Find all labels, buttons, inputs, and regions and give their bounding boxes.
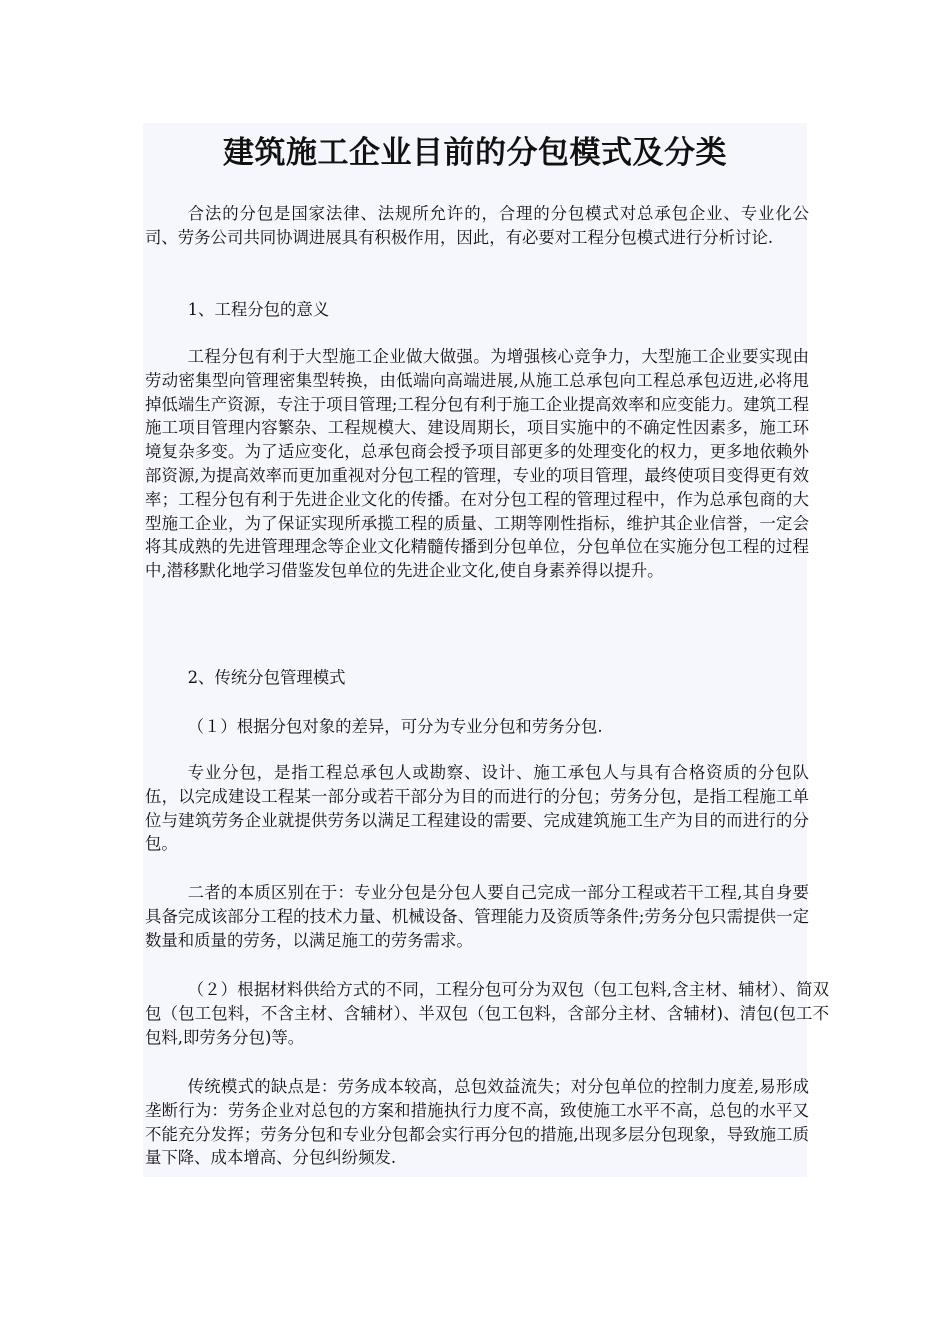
section-heading-2: 2、传统分包管理模式	[187, 668, 346, 687]
material-supply-paragraph: （２）根据材料供给方式的不同，工程分包可分为双包（包工包料,含主材、辅材）、简双包（包工包料，不含主材、含辅材）、半双包（包工包料，含部分主材、含辅材)、清包(包工不包料,即劳务分包)等。	[145, 980, 829, 1047]
difference-paragraph: 二者的本质区别在于：专业分包是分包人要自己完成一部分工程或若干工程,其自身要具备完成该部分工程的技术力量、机械设备、管理能力及资质等条件;劳务分包只需提供一定数量和质量的劳务，以满足施工的劳务需求。	[145, 883, 809, 950]
section-1-paragraph: 工程分包有利于大型施工企业做大做强。为增强核心竞争力，大型施工企业要实现由劳动密集型向管理密集型转换，由低端向高端进展,从施工总承包向工程总承包迈进,必将甩掉低端生产资源，专注于项目管理;工程分包有利于施工企业提高效率和应变能力。建筑工程施工项目管理内容繁杂、工程规模大、建设周期长，项目实施中的不确定性因素多，施工环境复杂多变。为了适应变化，总承包商会授予项目部更多的处理变化的权力，更多地依赖外部资源,为提高效率而更加重视对分包工程的管理，专业的项目管理，最终使项目变得更有效率；工程分包有利于先进企业文化的传播。在对分包工程的管理过程中，作为总承包商的大型施工企业，为了保证实现所承揽工程的质量、工期等刚性指标，维护其企业信誉，一定会将其成熟的先进管理理念等企业文化精髓传播到分包单位，分包单位在实施分包工程的过程中,潜移默化地学习借鉴发包单位的先进企业文化,使自身素养得以提升。	[145, 347, 809, 581]
drawbacks-paragraph: 传统模式的缺点是：劳务成本较高，总包效益流失；对分包单位的控制力度差,易形成垄断行为：劳务企业对总包的方案和措施执行力度不高，致使施工水平不高，总包的水平又不能充分发挥；劳务分包和专业分包都会实行再分包的措施,出现多层分包现象，导致施工质量下降、成本增高、分包纠纷频发.	[145, 1077, 809, 1168]
document-page	[143, 123, 829, 1177]
document-title: 建筑施工企业目前的分包模式及分类	[223, 135, 727, 171]
subsection-heading-1: （１）根据分包对象的差异，可分为专业分包和劳务分包.	[187, 717, 603, 736]
intro-paragraph: 合法的分包是国家法律、法规所允许的，合理的分包模式对总承包企业、专业化公司、劳务公司共同协调进展具有积极作用，因此，有必要对工程分包模式进行分析讨论.	[145, 204, 809, 247]
section-heading-1: 1、工程分包的意义	[187, 300, 330, 319]
professional-subcontract-paragraph: 专业分包，是指工程总承包人或勘察、设计、施工承包人与具有合格资质的分包队伍，以完成建设工程某一部分或若干部分为目的而进行的分包；劳务分包，是指工程施工单位与建筑劳务企业就提供劳务以满足工程建设的需要、完成建筑施工生产为目的而进行的分包。	[145, 763, 809, 854]
